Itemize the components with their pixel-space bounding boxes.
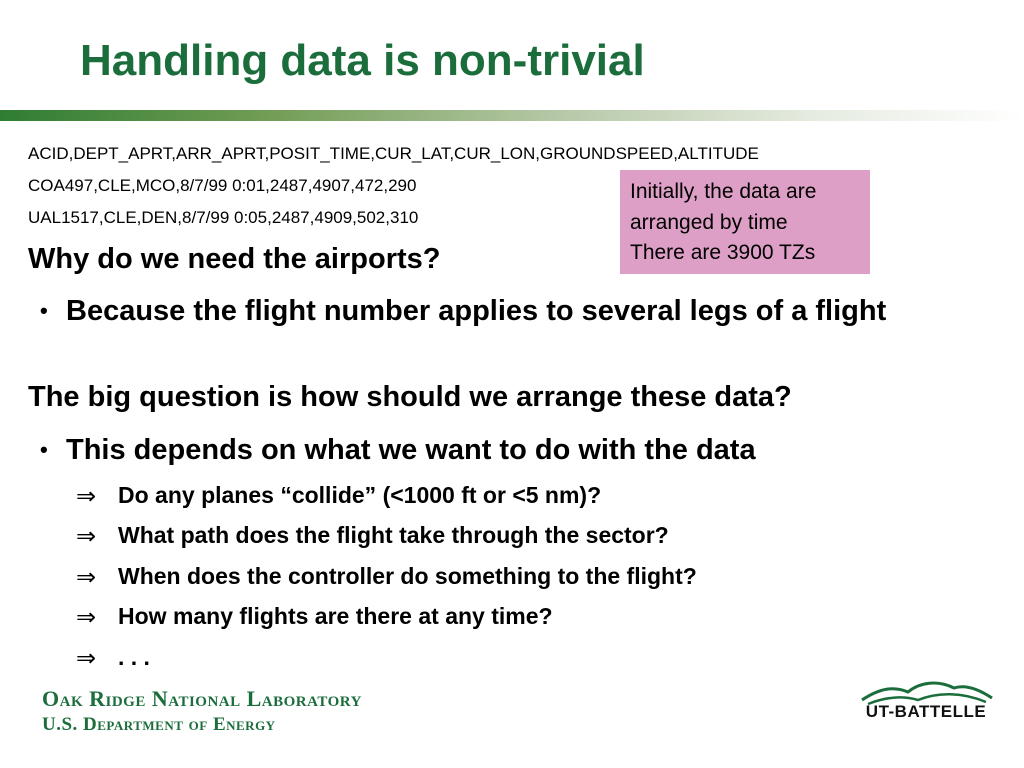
- title-divider: [0, 110, 1024, 121]
- implies-arrow-icon: ⇒: [76, 644, 97, 672]
- bullet-level3: [76, 563, 697, 591]
- csv-data-row: COA497,CLE,MCO,8/7/99 0:01,2487,4907,472,290: [28, 176, 417, 195]
- implies-arrow-icon: ⇒: [76, 522, 97, 550]
- logo-text: UT-BATTELLE: [865, 702, 987, 721]
- bullet-level2-text: This depends on what we want to do with the data: [66, 434, 756, 466]
- bullet-dot-icon: •: [40, 437, 48, 462]
- bullet-level3: [76, 644, 150, 672]
- bullet-level2: [40, 291, 966, 331]
- csv-header-line: ACID,DEPT_APRT,ARR_APRT,POSIT_TIME,CUR_LAT,CUR_LON,GROUNDSPEED,ALTITUDE: [28, 144, 759, 163]
- bullet-level2: [40, 430, 756, 470]
- callout-line: There are 3900 TZs: [630, 241, 816, 264]
- callout-line: Initially, the data are: [630, 180, 817, 203]
- footer-lab-name: Oak Ridge National Laboratory: [42, 686, 362, 711]
- callout-box: [620, 170, 870, 274]
- bullet-dot-icon: •: [40, 298, 48, 323]
- bullet-level3: [76, 522, 669, 550]
- bullet-level3: [76, 603, 553, 631]
- slide-title: Handling data is non-trivial: [80, 36, 645, 85]
- footer-department: U.S. Department of Energy: [42, 714, 276, 735]
- bullet-level3-text: How many flights are there at any time?: [118, 603, 553, 629]
- implies-arrow-icon: ⇒: [76, 563, 97, 591]
- bullet-level2-text: Because the flight number applies to several legs of a flight: [66, 295, 887, 327]
- csv-data-row: UAL1517,CLE,DEN,8/7/99 0:05,2487,4909,502,310: [28, 208, 419, 227]
- bullet-level3: [76, 482, 602, 510]
- callout-line: arranged by time: [630, 210, 788, 234]
- bullet-level3-text: When does the controller do something to the flight?: [118, 563, 697, 589]
- bullet-level1: The big question is how should we arrange these data?: [28, 381, 792, 413]
- implies-arrow-icon: ⇒: [76, 482, 97, 510]
- bullet-level3-text: What path does the flight take through the sector?: [118, 522, 669, 548]
- bullet-level3-text: Do any planes “collide” (<1000 ft or <5 nm)?: [118, 482, 602, 508]
- implies-arrow-icon: ⇒: [76, 603, 97, 631]
- ut-battelle-logo: [858, 680, 994, 730]
- bullet-level3-text: . . .: [118, 644, 150, 670]
- bullet-level1: Why do we need the airports?: [28, 243, 441, 275]
